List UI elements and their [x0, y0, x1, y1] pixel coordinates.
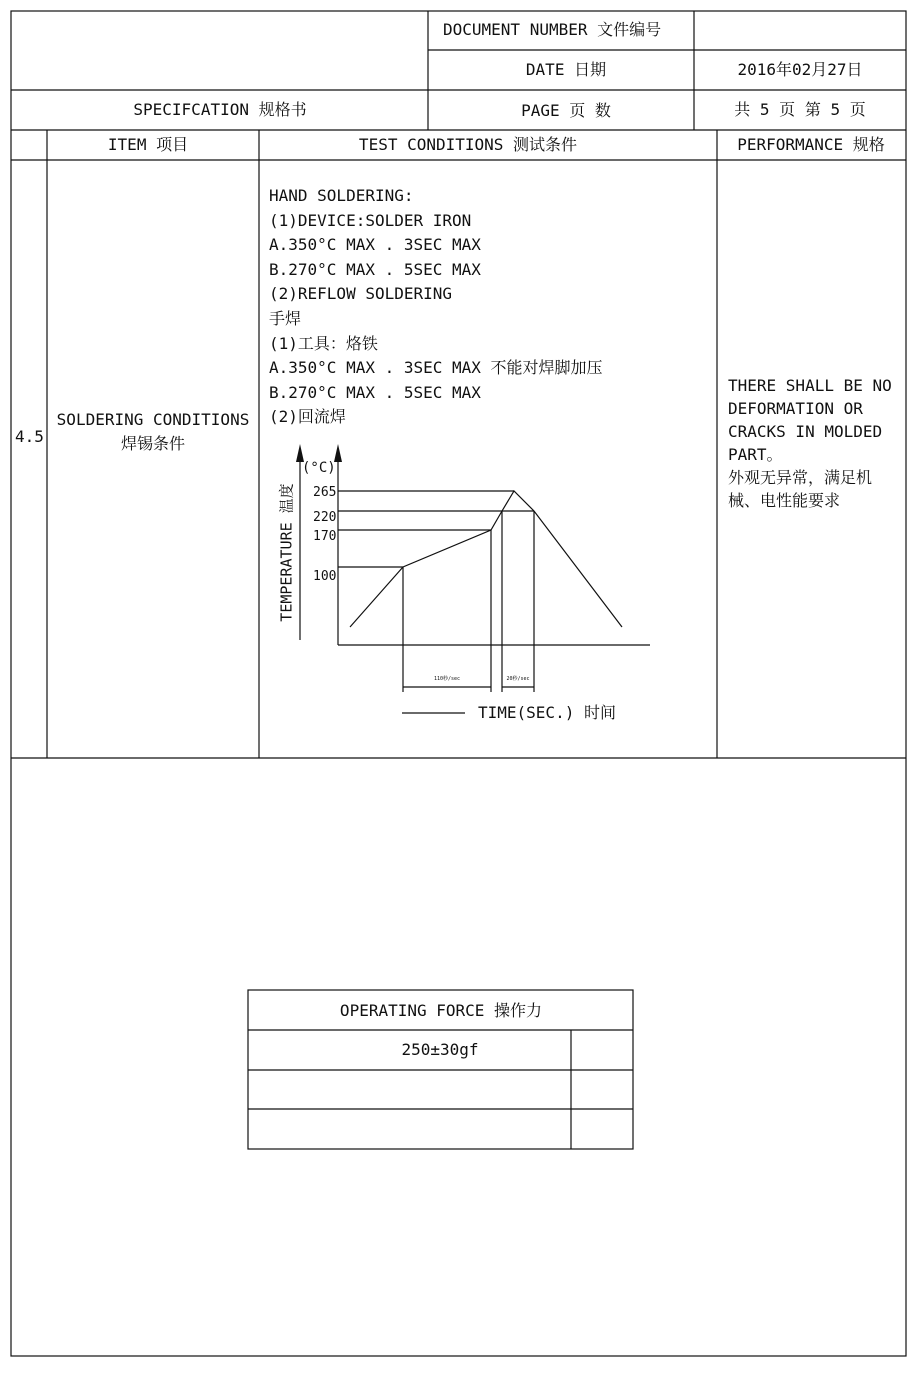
item-name-cn: 焊锡条件 — [120, 434, 186, 453]
col-header-item: ITEM 项目 — [107, 135, 189, 154]
condition-line: HAND SOLDERING: — [269, 186, 414, 205]
condition-line: 手焊 — [269, 308, 302, 328]
chart-xlabel: TIME(SEC.) 时间 — [478, 703, 616, 722]
condition-line: (1)DEVICE:SOLDER IRON — [269, 210, 472, 230]
page-value: 共 5 页 第 5 页 — [734, 100, 866, 119]
annotation-110s: 110秒/sec — [433, 676, 461, 682]
date-value: 2016年02月27日 — [737, 60, 863, 79]
performance-text — [728, 374, 908, 512]
performance-line: THERE SHALL BE NO — [728, 376, 892, 395]
ytick-265: 265 — [313, 485, 337, 500]
performance-line: 械、电性能要求 — [728, 491, 841, 510]
item-name-en: SOLDERING CONDITIONS — [56, 410, 250, 429]
performance-line: 外观无异常，满足机 — [728, 468, 873, 487]
col-header-performance: PERFORMANCE 规格 — [737, 135, 885, 154]
condition-line: B.270°C MAX . 5SEC MAX — [269, 259, 481, 279]
chart-ylabel: TEMPERATURE 温度 — [277, 483, 296, 622]
document-title: SPECIFCATION 规格书 — [133, 100, 307, 119]
condition-line: (2)回流焊 — [269, 407, 346, 427]
condition-line: A.350°C MAX . 3SEC MAX — [269, 235, 481, 255]
condition-line: (2)REFLOW SOLDERING — [269, 284, 453, 304]
col-header-test-conditions: TEST CONDITIONS 测试条件 — [358, 135, 578, 154]
performance-line: DEFORMATION OR — [728, 399, 863, 418]
condition-line: B.270°C MAX . 5SEC MAX — [269, 382, 481, 402]
doc-number-label: DOCUMENT NUMBER 文件编号 — [443, 20, 662, 39]
operating-force-value: 250±30gf — [401, 1040, 479, 1059]
performance-line: PART。 — [728, 445, 783, 464]
ytick-100: 100 — [313, 569, 337, 584]
condition-line: A.350°C MAX . 3SEC MAX 不能对焊脚加压 — [269, 358, 603, 378]
test-conditions-text — [269, 184, 603, 430]
performance-line: CRACKS IN MOLDED — [728, 422, 883, 441]
annotation-20s: 20秒/sec — [506, 676, 530, 682]
chart-yunit: (°C) — [302, 460, 336, 476]
ytick-220: 220 — [313, 510, 337, 525]
row-number: 4.5 — [15, 427, 44, 446]
condition-line: (1)工具：烙铁 — [269, 333, 378, 353]
page-label: PAGE 页 数 — [521, 101, 611, 120]
operating-force-title: OPERATING FORCE 操作力 — [339, 1001, 543, 1020]
date-label: DATE 日期 — [525, 60, 607, 79]
ytick-170: 170 — [313, 529, 337, 544]
